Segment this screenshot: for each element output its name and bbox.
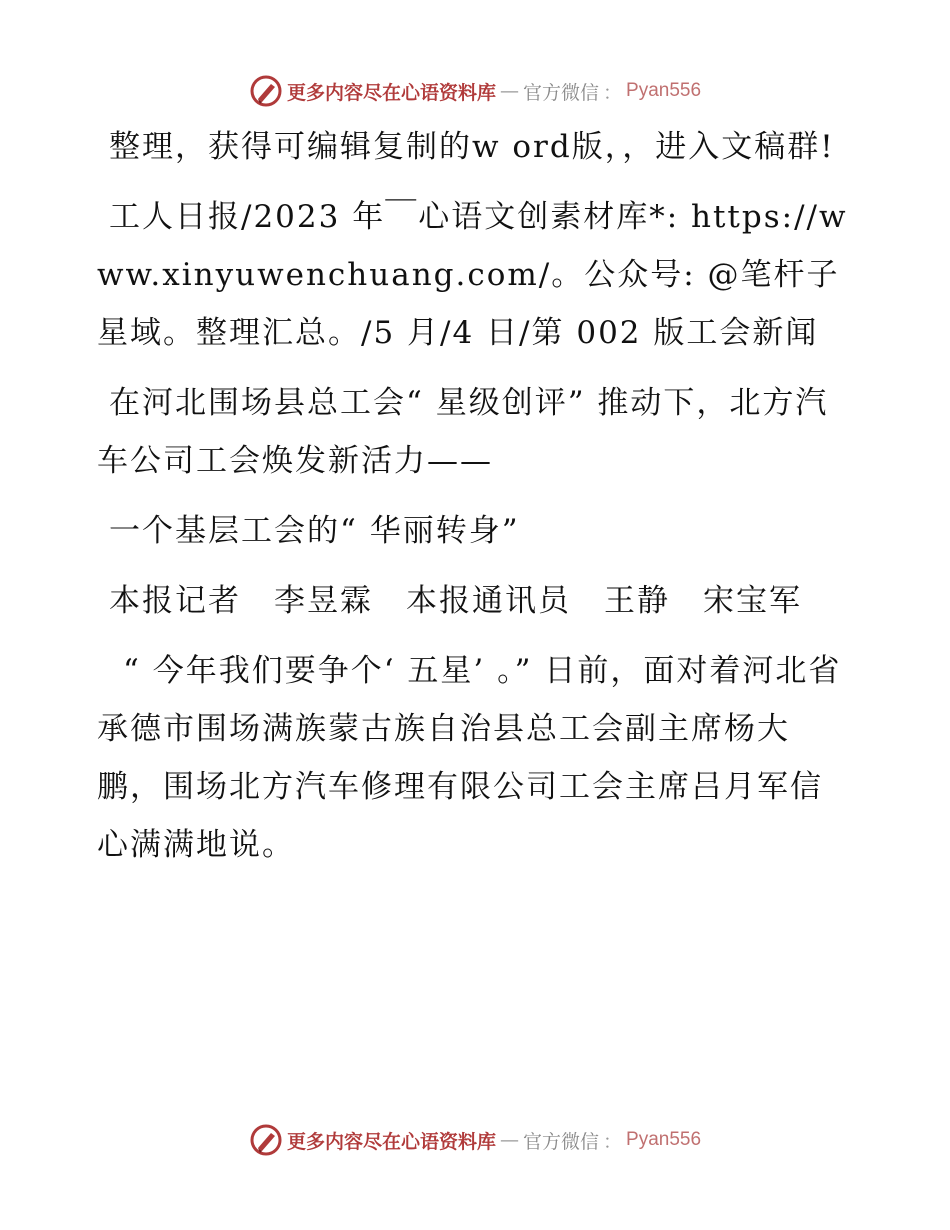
footer-watermark-banner	[0, 1120, 950, 1160]
body-text: “ 今年我们要争个‘ 五星’ 。” 日前，面对着河北省承德市围场满族蒙古族自治县总工会副主席杨大鹏，围场北方汽车修理有限公司工会主席吕月军信心满满地说。	[97, 653, 842, 863]
byline-text: 本报记者 李昱霖 本报通讯员 王静 宋宝军	[109, 583, 802, 619]
source-text: 工人日报/2023 年￣心语文创素材库*: https://www.xinyuwenchuang.com/。公众号: @笔杆子星域。整理汇总。/5 月/4 日/第 002 版工会新闻	[97, 199, 848, 351]
subtitle-paragraph	[97, 374, 849, 490]
pen-logo-icon	[249, 1123, 283, 1157]
banner-separator: —	[499, 80, 519, 102]
banner-colon: ：	[603, 81, 623, 104]
banner-label: 官方微信	[522, 81, 599, 104]
banner-wechat-id: Pyan556	[626, 1129, 702, 1150]
body-paragraph	[97, 642, 849, 874]
subtitle-text: 在河北围场县总工会“ 星级创评” 推动下，北方汽车公司工会焕发新活力——	[97, 385, 829, 479]
banner-separator: —	[499, 1129, 519, 1151]
banner-colon: ：	[603, 1130, 623, 1153]
headline-paragraph	[97, 502, 849, 560]
banner-wechat-id: Pyan556	[626, 80, 702, 101]
intro-paragraph	[97, 118, 849, 176]
byline-paragraph	[97, 572, 849, 630]
source-paragraph	[97, 188, 849, 362]
headline-text: 一个基层工会的“ 华丽转身”	[109, 513, 520, 549]
intro-text: 整理，获得可编辑复制的w ord版，，进入文稿群!	[109, 129, 835, 165]
banner-text: 更多内容尽在心语资料库	[286, 1130, 496, 1153]
banner-text: 更多内容尽在心语资料库	[286, 81, 496, 104]
document-body	[97, 118, 849, 886]
banner-label: 官方微信	[522, 1130, 599, 1153]
header-watermark-banner	[0, 71, 950, 111]
pen-logo-icon	[249, 74, 283, 108]
